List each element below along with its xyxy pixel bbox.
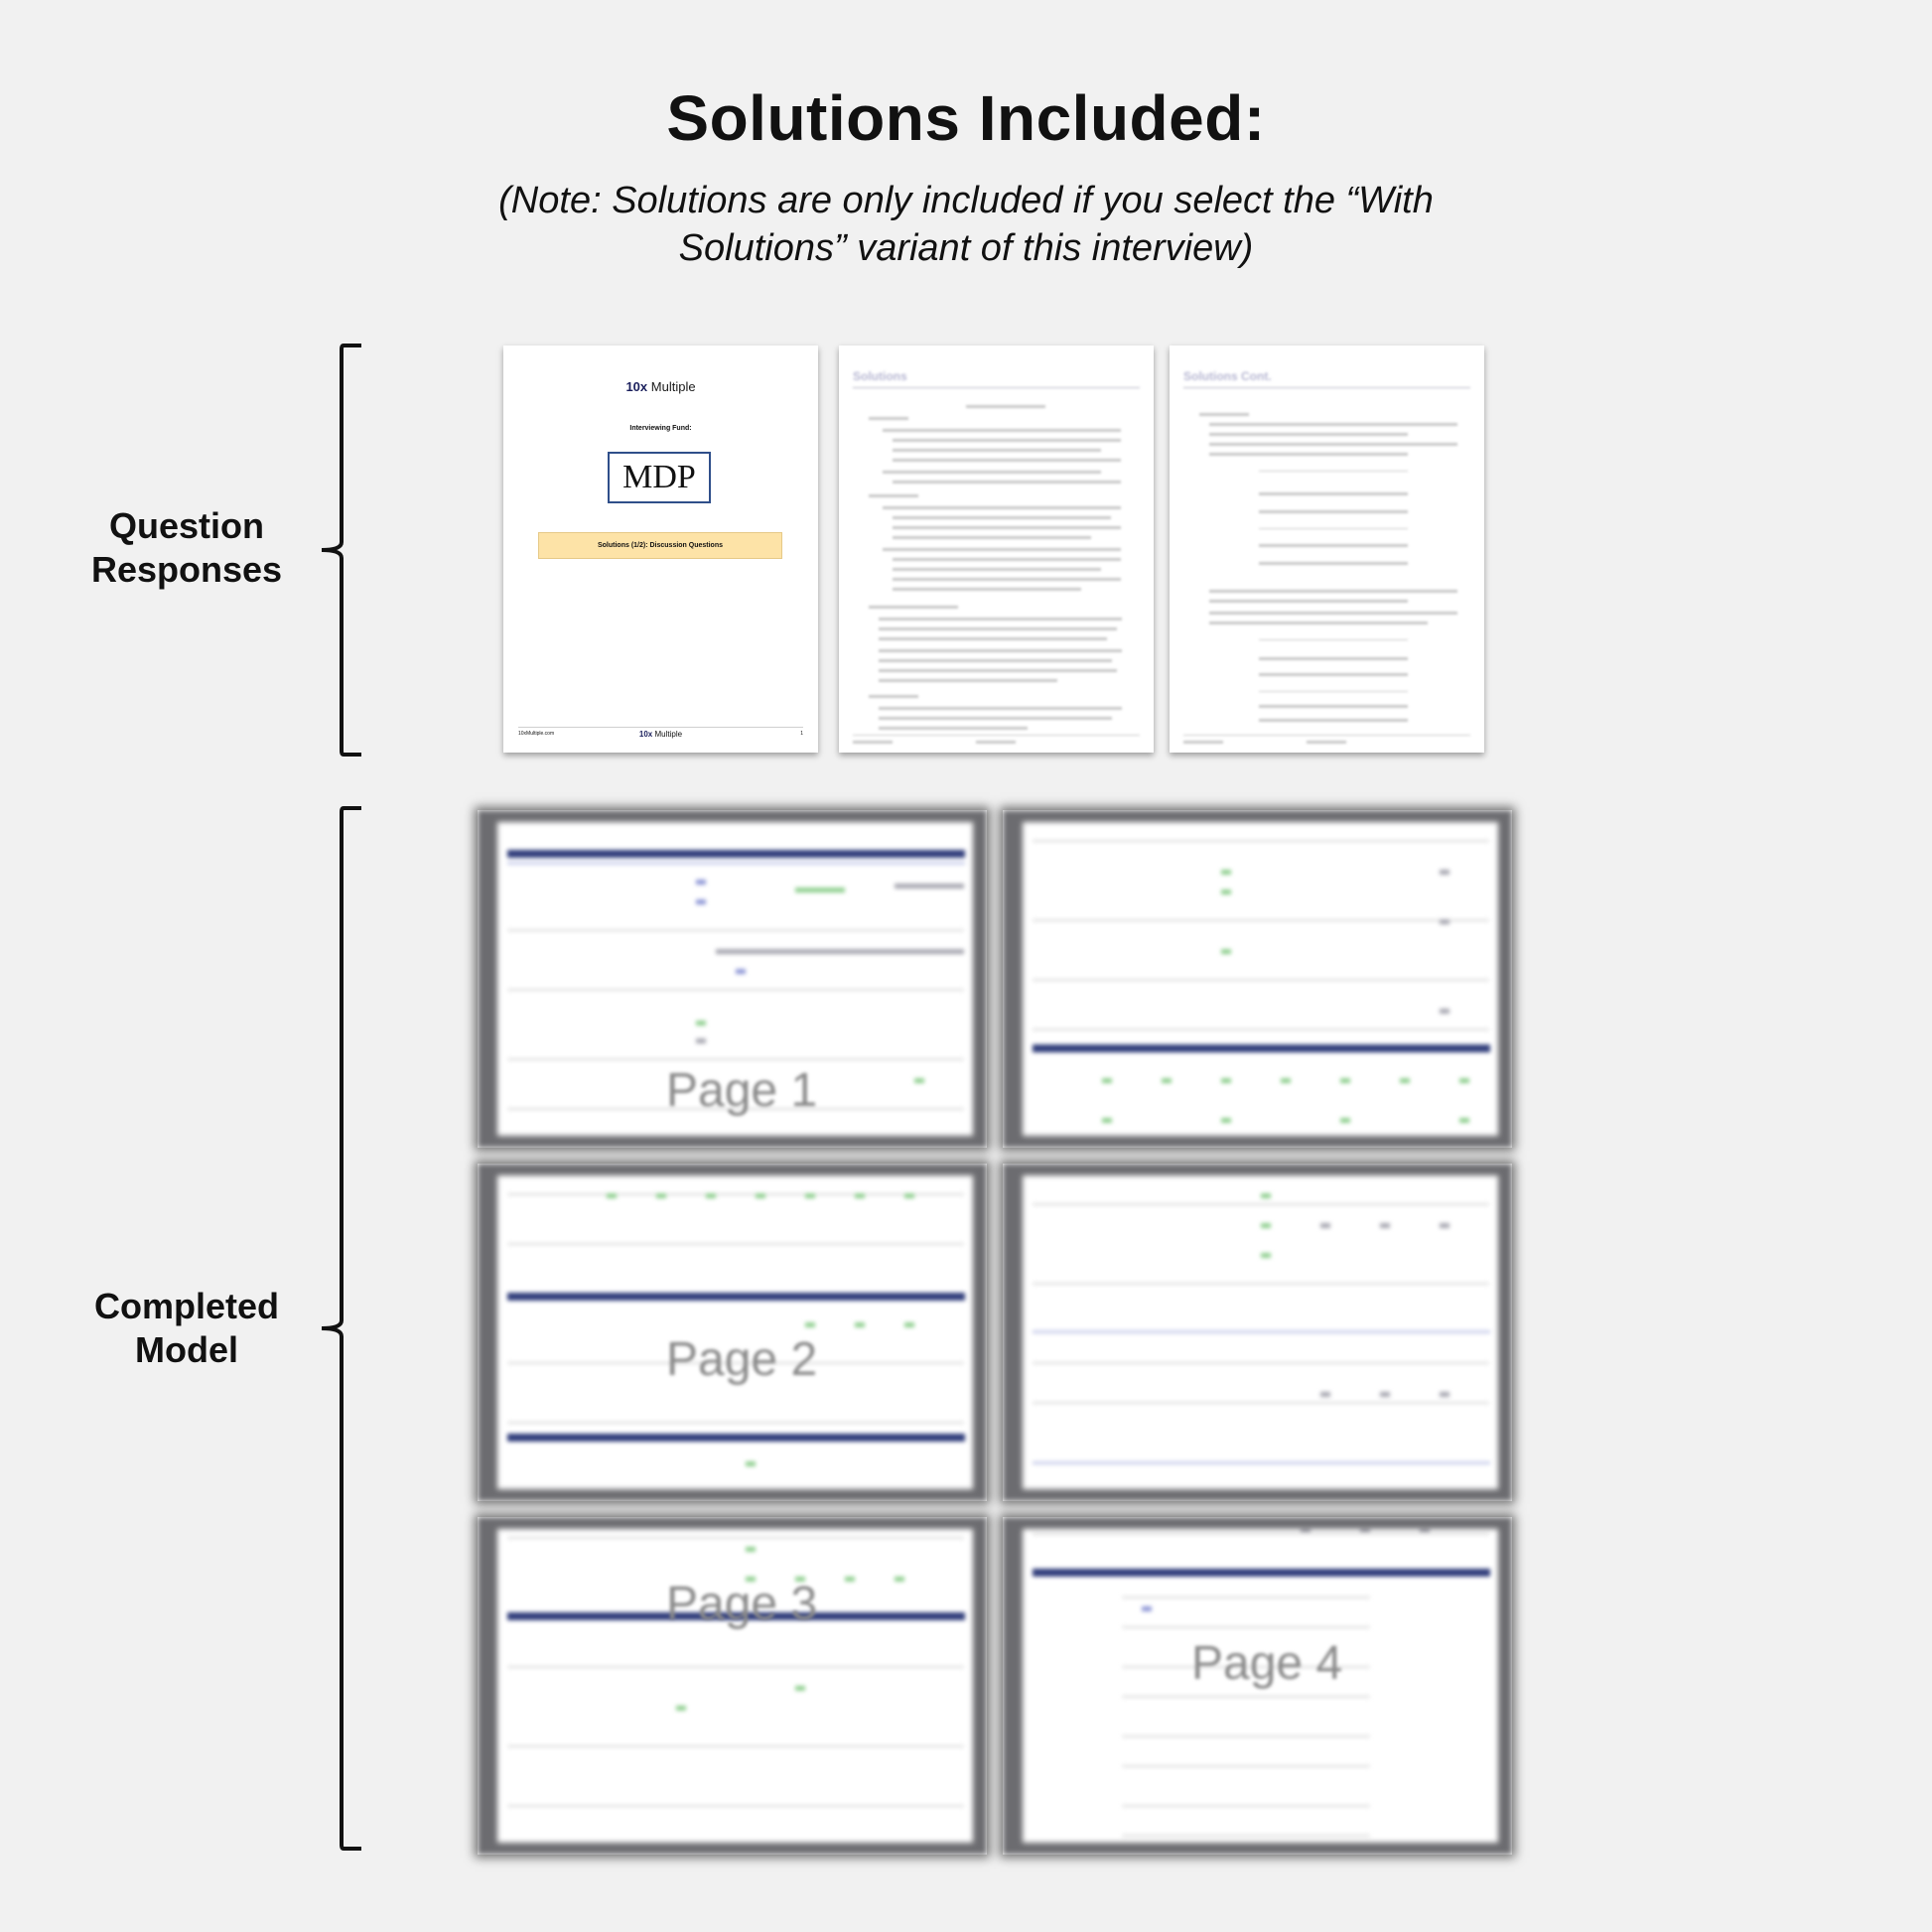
footer-brand [503, 730, 818, 739]
solutions-heading: Solutions [853, 369, 907, 383]
footer-page-number: 1 [800, 731, 803, 737]
footer-brand-name: Multiple [654, 730, 683, 739]
solutions-cover-document [503, 345, 818, 753]
variant-note-line-1: (Note: Solutions are only included if you select the “With [498, 180, 1434, 221]
label-line: Question [108, 505, 264, 546]
label-line: Model [135, 1329, 238, 1370]
label-line: Completed [93, 1286, 279, 1326]
footer-brand-number: 10x [638, 730, 653, 739]
fund-name-box: MDP [608, 452, 711, 503]
model-sheet-page-1-right [1003, 810, 1512, 1148]
variant-note [397, 177, 1535, 272]
model-sheet-page-4-right [1003, 1517, 1512, 1855]
solutions-continued-document [1170, 345, 1484, 753]
solutions-banner: Solutions (1/2): Discussion Questions [538, 532, 782, 559]
page-1-label: Page 1 [666, 1064, 818, 1117]
model-sheet-page-3-left [478, 1517, 987, 1855]
model-sheet-page-2-right [1003, 1164, 1512, 1501]
brand-name: Multiple [650, 379, 696, 394]
solutions-document [839, 345, 1154, 753]
solutions-continued-heading: Solutions Cont. [1183, 369, 1272, 383]
page-title: Solutions Included: [666, 82, 1266, 154]
page-3-label: Page 3 [666, 1578, 818, 1630]
question-responses-label [38, 504, 336, 592]
question-responses-bracket [316, 344, 365, 757]
model-sheet-page-1-top [478, 810, 987, 1148]
variant-note-line-2: Solutions” variant of this interview) [678, 227, 1254, 269]
brand-number: 10x [625, 379, 648, 394]
page-4-label: Page 4 [1191, 1637, 1343, 1690]
page-2-label: Page 2 [666, 1333, 818, 1386]
fund-label: Interviewing Fund: [629, 425, 692, 432]
footer-divider [518, 727, 803, 728]
footer-site: 10xMultiple.com [518, 731, 555, 737]
label-line: Responses [90, 549, 283, 590]
completed-model-label [38, 1285, 336, 1372]
brand-logo [503, 379, 818, 394]
model-sheet-page-2-left [478, 1164, 987, 1501]
completed-model-bracket [316, 806, 365, 1851]
